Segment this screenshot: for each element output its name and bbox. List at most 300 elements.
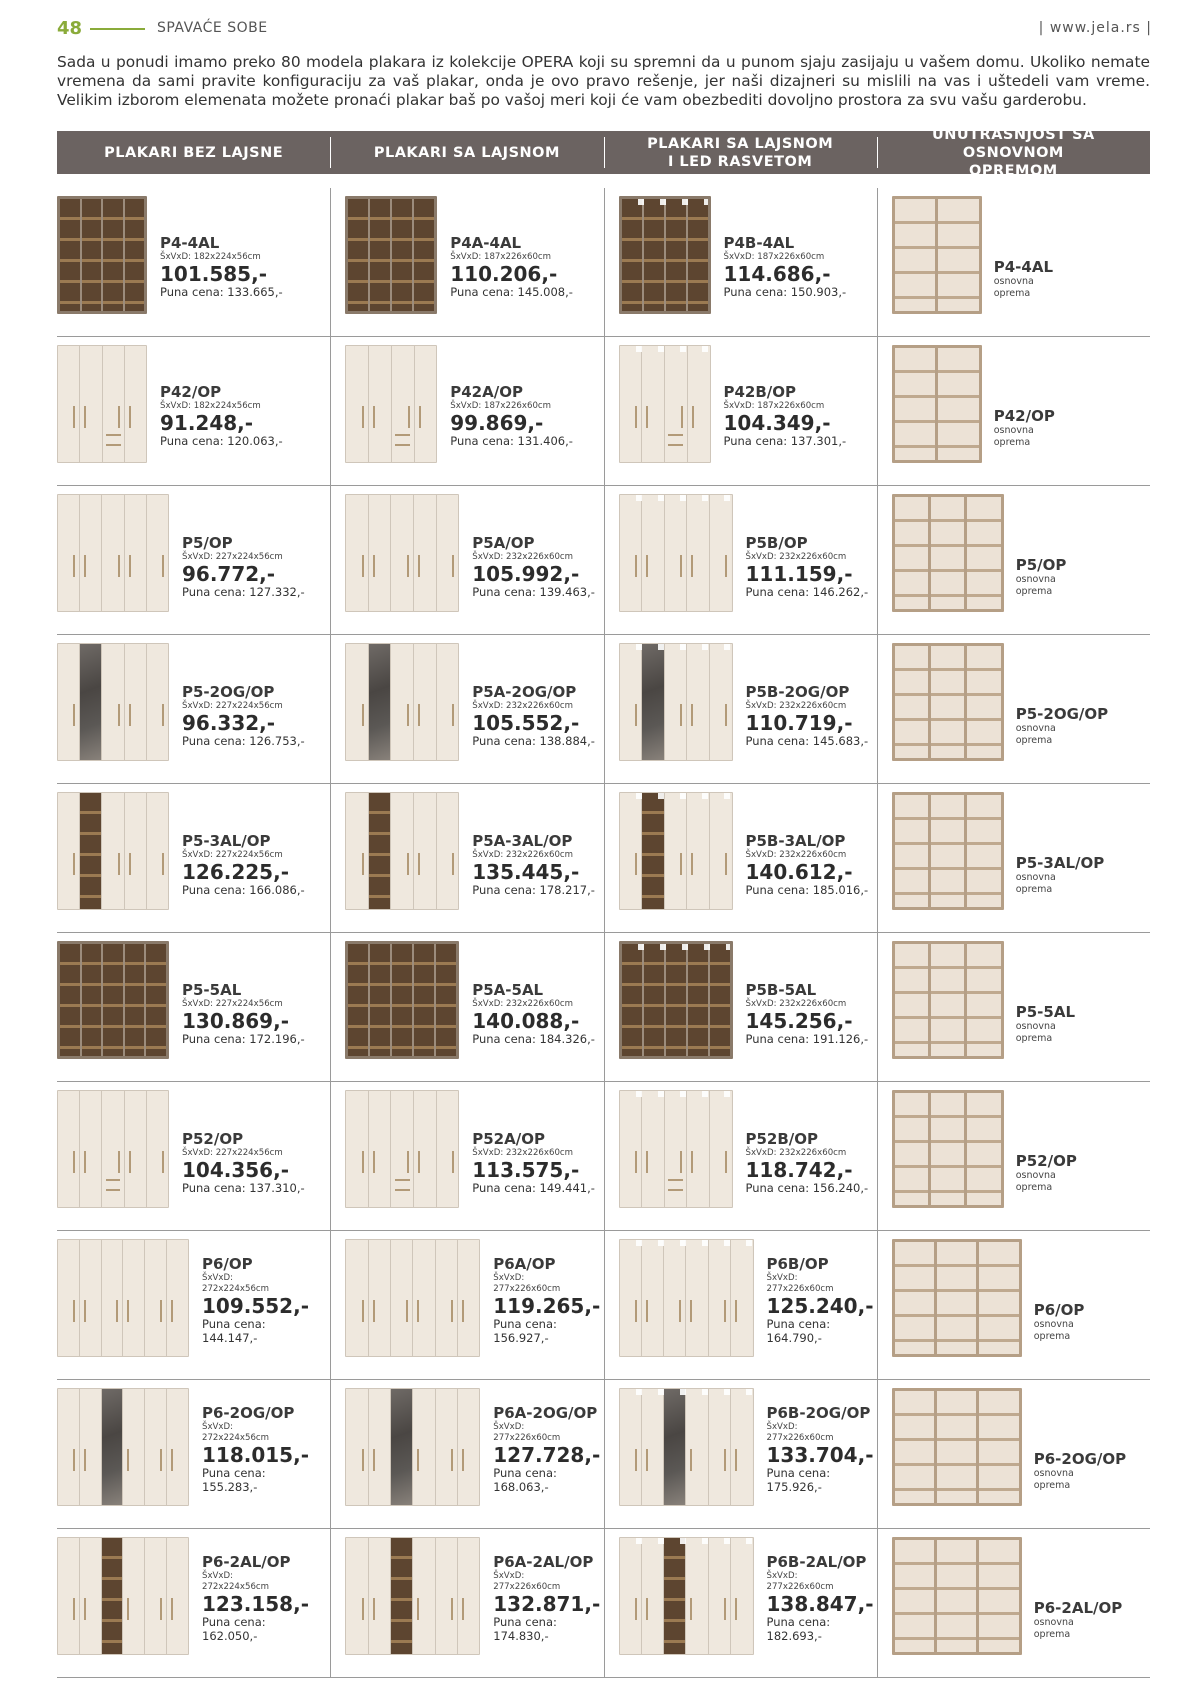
product-cell[interactable] xyxy=(604,1231,877,1379)
wardrobe-image[interactable] xyxy=(619,1388,754,1506)
product-price: 130.869,- xyxy=(182,1009,289,1033)
product-info xyxy=(450,383,573,448)
full-price: Puna cena: 145.683,- xyxy=(745,734,869,748)
product-cell[interactable] xyxy=(330,337,603,485)
product-dimensions-label: ŠxVxD: xyxy=(766,1273,798,1283)
product-dimensions: 277x226x60cm xyxy=(766,1582,834,1592)
full-price-label: Puna cena: xyxy=(493,1615,557,1629)
product-price: 114.686,- xyxy=(723,262,831,286)
product-dimensions: 277x226x60cm xyxy=(766,1433,834,1443)
product-code: P52A/OP xyxy=(472,1130,545,1148)
interior-label: osnovna xyxy=(1033,1319,1074,1330)
product-price: 133.704,- xyxy=(766,1443,874,1467)
page-number: 48 xyxy=(57,18,83,39)
product-info xyxy=(767,1553,874,1643)
product-cell[interactable] xyxy=(57,933,330,1081)
product-price: 127.728,- xyxy=(493,1443,601,1467)
product-price: 110.206,- xyxy=(450,262,558,286)
wardrobe-image[interactable] xyxy=(345,345,437,463)
full-price-label: Puna cena: xyxy=(202,1317,266,1331)
wardrobe-image[interactable] xyxy=(345,1090,459,1208)
product-info xyxy=(724,383,847,448)
interior-cell[interactable] xyxy=(877,486,1150,634)
product-code: P5A-2OG/OP xyxy=(472,683,577,701)
product-code: P5B-5AL xyxy=(745,981,817,999)
product-info xyxy=(182,832,305,897)
interior-label: oprema xyxy=(1015,1033,1053,1044)
product-info xyxy=(746,981,869,1046)
column-header-with-trim: PLAKARI SA LAJSNOM xyxy=(330,131,603,174)
product-cell[interactable] xyxy=(57,188,330,336)
product-code: P4-4AL xyxy=(160,234,220,252)
product-cell[interactable] xyxy=(330,486,603,634)
product-cell[interactable] xyxy=(604,784,877,932)
full-price-label: Puna cena: xyxy=(493,1317,557,1331)
full-price: 164.790,- xyxy=(766,1331,822,1345)
full-price: Puna cena: 146.262,- xyxy=(745,585,869,599)
interior-label: osnovna xyxy=(1033,1617,1074,1628)
wardrobe-image[interactable] xyxy=(57,494,169,612)
product-dimensions: ŠxVxD: 182x224x56cm xyxy=(160,252,261,262)
full-price: Puna cena: 139.463,- xyxy=(472,585,595,599)
interior-image[interactable] xyxy=(892,345,982,463)
product-code: P5-3AL/OP xyxy=(182,832,271,850)
interior-info xyxy=(1016,1003,1075,1045)
full-price: Puna cena: 156.240,- xyxy=(745,1181,869,1195)
wardrobe-image[interactable] xyxy=(619,792,733,910)
product-code: P6A/OP xyxy=(493,1255,556,1273)
product-price: 138.847,- xyxy=(766,1592,874,1616)
full-price-label: Puna cena: xyxy=(493,1466,557,1480)
full-price: Puna cena: 166.086,- xyxy=(182,883,305,897)
product-row xyxy=(57,1529,1150,1678)
product-price: 145.256,- xyxy=(745,1009,853,1033)
product-dimensions: ŠxVxD: 182x224x56cm xyxy=(160,401,261,411)
product-dimensions-label: ŠxVxD: xyxy=(766,1571,798,1581)
section-title: SPAVAĆE SOBE xyxy=(157,20,268,36)
product-cell[interactable] xyxy=(330,188,603,336)
wardrobe-image[interactable] xyxy=(57,1388,189,1506)
interior-code: P5-5AL xyxy=(1015,1003,1076,1021)
product-info xyxy=(202,1404,309,1494)
product-info xyxy=(450,234,573,299)
interior-label: osnovna xyxy=(1015,872,1056,883)
product-price: 91.248,- xyxy=(160,411,254,435)
full-price: 174.830,- xyxy=(493,1629,549,1643)
product-cell[interactable] xyxy=(604,1529,877,1677)
product-price: 118.015,- xyxy=(202,1443,309,1467)
interior-label: oprema xyxy=(993,288,1031,299)
product-dimensions: ŠxVxD: 232x226x60cm xyxy=(472,850,574,860)
product-dimensions: 277x226x60cm xyxy=(493,1582,561,1592)
interior-info xyxy=(1034,1599,1122,1641)
product-dimensions-label: ŠxVxD: xyxy=(766,1422,798,1432)
full-price: 168.063,- xyxy=(493,1480,549,1494)
full-price: Puna cena: 137.301,- xyxy=(723,434,847,448)
product-info xyxy=(493,1404,600,1494)
full-price: 182.693,- xyxy=(766,1629,822,1643)
interior-code: P6-2AL/OP xyxy=(1033,1599,1123,1617)
interior-code: P6-2OG/OP xyxy=(1033,1450,1127,1468)
interior-image[interactable] xyxy=(892,1239,1022,1357)
product-row xyxy=(57,486,1150,635)
interior-image[interactable] xyxy=(892,1090,1004,1208)
product-info xyxy=(182,683,305,748)
wardrobe-image[interactable] xyxy=(619,345,711,463)
interior-info xyxy=(1016,854,1104,896)
wardrobe-image[interactable] xyxy=(345,196,437,314)
product-code: P6B/OP xyxy=(766,1255,829,1273)
product-cell[interactable] xyxy=(604,188,877,336)
full-price: 162.050,- xyxy=(202,1629,258,1643)
product-code: P4B-4AL xyxy=(723,234,795,252)
product-row xyxy=(57,1380,1150,1529)
product-price: 132.871,- xyxy=(493,1592,601,1616)
page-header xyxy=(0,0,1200,50)
full-price: Puna cena: 184.326,- xyxy=(472,1032,595,1046)
product-dimensions: ŠxVxD: 232x226x60cm xyxy=(745,1148,847,1158)
interior-label: osnovna xyxy=(1015,1170,1056,1181)
column-header-no-trim: PLAKARI BEZ LAJSNE xyxy=(104,144,284,161)
wardrobe-image[interactable] xyxy=(57,196,147,314)
product-price: 96.332,- xyxy=(182,711,276,735)
wardrobe-image[interactable] xyxy=(345,941,459,1059)
full-price: Puna cena: 131.406,- xyxy=(450,434,573,448)
interior-info xyxy=(1016,556,1067,598)
intro-paragraph: Sada u ponudi imamo preko 80 modela plakara iz kolekcije OPERA koji su spremni da u punom sjaju zasijaju u vašem domu. Ukoliko nemate vremena da sami pravite konfiguraciju za vaš plakar, onda je ovo pravo rešenje, jer naši dizajneri su mislili na vas i uštedeli vam vreme. Velikim izborom elemenata možete pronaći plakar baš po vašoj meri koji će vam obezbediti dovoljno prostora za svu vašu garderobu. xyxy=(57,53,1150,109)
product-dimensions-label: ŠxVxD: xyxy=(493,1422,525,1432)
full-price: Puna cena: 185.016,- xyxy=(745,883,869,897)
wardrobe-image[interactable] xyxy=(345,1537,480,1655)
header-divider xyxy=(90,28,145,30)
product-dimensions: ŠxVxD: 232x226x60cm xyxy=(745,999,847,1009)
product-cell[interactable] xyxy=(604,1380,877,1528)
product-dimensions: ŠxVxD: 227x224x56cm xyxy=(182,850,283,860)
full-price: 175.926,- xyxy=(766,1480,822,1494)
product-price: 113.575,- xyxy=(472,1158,580,1182)
interior-label: osnovna xyxy=(1015,1021,1056,1032)
product-price: 105.992,- xyxy=(472,562,580,586)
interior-cell[interactable] xyxy=(877,1380,1150,1528)
interior-image[interactable] xyxy=(892,643,1004,761)
column-header-bar xyxy=(57,126,1150,179)
product-cell[interactable] xyxy=(604,1082,877,1230)
product-info xyxy=(493,1553,600,1643)
product-row xyxy=(57,1231,1150,1380)
wardrobe-image[interactable] xyxy=(57,1239,189,1357)
product-info xyxy=(472,1130,595,1195)
full-price: Puna cena: 127.332,- xyxy=(182,585,305,599)
product-dimensions-label: ŠxVxD: xyxy=(493,1571,525,1581)
full-price-label: Puna cena: xyxy=(766,1317,831,1331)
product-code: P42A/OP xyxy=(450,383,523,401)
product-dimensions: ŠxVxD: 232x226x60cm xyxy=(472,552,574,562)
wardrobe-image[interactable] xyxy=(57,345,147,463)
product-dimensions: ŠxVxD: 187x226x60cm xyxy=(450,401,552,411)
product-dimensions: ŠxVxD: 227x224x56cm xyxy=(182,701,283,711)
product-price: 119.265,- xyxy=(493,1294,601,1318)
product-dimensions: ŠxVxD: 187x226x60cm xyxy=(450,252,552,262)
product-price: 126.225,- xyxy=(182,860,289,884)
product-row xyxy=(57,337,1150,486)
product-dimensions-label: ŠxVxD: xyxy=(202,1422,234,1432)
product-code: P42B/OP xyxy=(723,383,797,401)
full-price: Puna cena: 191.126,- xyxy=(745,1032,869,1046)
full-price: Puna cena: 133.665,- xyxy=(160,285,283,299)
product-info xyxy=(472,832,595,897)
product-cell[interactable] xyxy=(57,784,330,932)
product-code: P6/OP xyxy=(202,1255,253,1273)
interior-info xyxy=(1034,1301,1085,1343)
product-cell[interactable] xyxy=(330,1231,603,1379)
product-price: 135.445,- xyxy=(472,860,580,884)
full-price: Puna cena: 120.063,- xyxy=(160,434,283,448)
product-cell[interactable] xyxy=(330,1082,603,1230)
product-cell[interactable] xyxy=(57,1529,330,1677)
wardrobe-image[interactable] xyxy=(57,1090,169,1208)
product-row xyxy=(57,784,1150,933)
product-cell[interactable] xyxy=(57,486,330,634)
full-price: Puna cena: 137.310,- xyxy=(182,1181,305,1195)
full-price: Puna cena: 138.884,- xyxy=(472,734,595,748)
full-price-label: Puna cena: xyxy=(766,1615,831,1629)
product-price: 101.585,- xyxy=(160,262,267,286)
interior-label: oprema xyxy=(1015,884,1053,895)
interior-image[interactable] xyxy=(892,1537,1022,1655)
interior-label: oprema xyxy=(993,437,1031,448)
interior-info xyxy=(1016,1152,1077,1194)
product-price: 109.552,- xyxy=(202,1294,309,1318)
interior-code: P5-3AL/OP xyxy=(1015,854,1105,872)
product-dimensions: 272x224x56cm xyxy=(202,1582,270,1592)
product-cell[interactable] xyxy=(57,1231,330,1379)
product-code: P5-2OG/OP xyxy=(182,683,275,701)
full-price: Puna cena: 126.753,- xyxy=(182,734,305,748)
interior-cell[interactable] xyxy=(877,635,1150,783)
product-dimensions: ŠxVxD: 187x226x60cm xyxy=(723,401,825,411)
interior-code: P42/OP xyxy=(993,407,1055,425)
interior-label: oprema xyxy=(1015,1182,1053,1193)
product-dimensions-label: ŠxVxD: xyxy=(202,1571,234,1581)
product-code: P5/OP xyxy=(182,534,233,552)
product-cell[interactable] xyxy=(57,1082,330,1230)
product-code: P5B-2OG/OP xyxy=(745,683,850,701)
interior-cell[interactable] xyxy=(877,1529,1150,1677)
product-info xyxy=(472,981,595,1046)
interior-label: oprema xyxy=(1033,1331,1071,1342)
product-dimensions: ŠxVxD: 227x224x56cm xyxy=(182,999,283,1009)
product-dimensions: ŠxVxD: 187x226x60cm xyxy=(723,252,825,262)
product-info xyxy=(160,383,283,448)
product-dimensions: ŠxVxD: 232x226x60cm xyxy=(745,701,847,711)
interior-info xyxy=(994,407,1055,449)
wardrobe-image[interactable] xyxy=(619,196,711,314)
product-info xyxy=(724,234,847,299)
product-info xyxy=(746,534,869,599)
product-row xyxy=(57,933,1150,1082)
product-row xyxy=(57,188,1150,337)
wardrobe-image[interactable] xyxy=(619,643,733,761)
product-info xyxy=(202,1255,309,1345)
column-header-with-trim-led: PLAKARI SA LAJSNOM I LED RASVETOM xyxy=(604,131,877,174)
product-code: P52/OP xyxy=(182,1130,244,1148)
product-cell[interactable] xyxy=(604,486,877,634)
interior-label: osnovna xyxy=(1033,1468,1074,1479)
interior-code: P5/OP xyxy=(1015,556,1067,574)
interior-label: oprema xyxy=(1033,1480,1071,1491)
product-price: 118.742,- xyxy=(745,1158,853,1182)
interior-cell[interactable] xyxy=(877,1082,1150,1230)
full-price: Puna cena: 149.441,- xyxy=(472,1181,595,1195)
full-price: Puna cena: 145.008,- xyxy=(450,285,573,299)
product-price: 123.158,- xyxy=(202,1592,309,1616)
website-link[interactable]: | www.jela.rs | xyxy=(1038,20,1152,36)
product-row xyxy=(57,635,1150,784)
product-price: 99.869,- xyxy=(450,411,544,435)
product-dimensions: 272x224x56cm xyxy=(202,1433,270,1443)
product-code: P52B/OP xyxy=(745,1130,819,1148)
product-cell[interactable] xyxy=(604,933,877,1081)
interior-info xyxy=(1034,1450,1126,1492)
product-cell[interactable] xyxy=(330,635,603,783)
wardrobe-image[interactable] xyxy=(57,792,169,910)
product-cell[interactable] xyxy=(57,337,330,485)
product-dimensions: ŠxVxD: 227x224x56cm xyxy=(182,552,283,562)
product-code: P6-2OG/OP xyxy=(202,1404,295,1422)
product-price: 140.612,- xyxy=(745,860,853,884)
product-cell[interactable] xyxy=(330,784,603,932)
interior-cell[interactable] xyxy=(877,933,1150,1081)
wardrobe-image[interactable] xyxy=(57,1537,189,1655)
full-price: 155.283,- xyxy=(202,1480,258,1494)
product-info xyxy=(767,1404,874,1494)
wardrobe-image[interactable] xyxy=(57,941,169,1059)
product-info xyxy=(202,1553,309,1643)
interior-image[interactable] xyxy=(892,941,1004,1059)
product-cell[interactable] xyxy=(330,1380,603,1528)
wardrobe-image[interactable] xyxy=(619,1537,754,1655)
interior-cell[interactable] xyxy=(877,1231,1150,1379)
product-info xyxy=(746,683,869,748)
interior-code: P5-2OG/OP xyxy=(1015,705,1109,723)
product-row xyxy=(57,1082,1150,1231)
product-cell[interactable] xyxy=(330,1529,603,1677)
product-dimensions: 277x226x60cm xyxy=(493,1284,561,1294)
product-price: 104.349,- xyxy=(723,411,831,435)
product-info xyxy=(182,1130,305,1195)
full-price-label: Puna cena: xyxy=(202,1615,266,1629)
wardrobe-image[interactable] xyxy=(345,1388,480,1506)
product-code: P5A/OP xyxy=(472,534,535,552)
full-price: Puna cena: 150.903,- xyxy=(723,285,847,299)
product-cell[interactable] xyxy=(57,1380,330,1528)
interior-code: P52/OP xyxy=(1015,1152,1077,1170)
product-code: P5A-3AL/OP xyxy=(472,832,573,850)
interior-label: osnovna xyxy=(993,276,1034,287)
product-dimensions: ŠxVxD: 227x224x56cm xyxy=(182,1148,283,1158)
interior-label: oprema xyxy=(1015,586,1053,597)
product-dimensions-label: ŠxVxD: xyxy=(202,1273,234,1283)
interior-image[interactable] xyxy=(892,1388,1022,1506)
product-dimensions: 272x224x56cm xyxy=(202,1284,270,1294)
interior-image[interactable] xyxy=(892,792,1004,910)
product-price: 96.772,- xyxy=(182,562,276,586)
wardrobe-image[interactable] xyxy=(345,643,459,761)
interior-image[interactable] xyxy=(892,494,1004,612)
product-info xyxy=(182,534,305,599)
interior-info xyxy=(1016,705,1108,747)
full-price: Puna cena: 172.196,- xyxy=(182,1032,305,1046)
wardrobe-image[interactable] xyxy=(57,643,169,761)
interior-label: oprema xyxy=(1015,735,1053,746)
product-code: P42/OP xyxy=(160,383,222,401)
product-code: P6A-2OG/OP xyxy=(493,1404,598,1422)
interior-cell[interactable] xyxy=(877,784,1150,932)
interior-label: oprema xyxy=(1033,1629,1071,1640)
product-price: 110.719,- xyxy=(745,711,853,735)
product-code: P6-2AL/OP xyxy=(202,1553,291,1571)
product-cell[interactable] xyxy=(330,933,603,1081)
interior-label: osnovna xyxy=(1015,574,1056,585)
wardrobe-image[interactable] xyxy=(619,1090,733,1208)
wardrobe-image[interactable] xyxy=(345,494,459,612)
full-price: Puna cena: 178.217,- xyxy=(472,883,595,897)
product-info xyxy=(746,1130,869,1195)
product-cell[interactable] xyxy=(57,635,330,783)
full-price-label: Puna cena: xyxy=(202,1466,266,1480)
interior-info xyxy=(994,258,1053,300)
product-info xyxy=(182,981,305,1046)
product-dimensions: 277x226x60cm xyxy=(493,1433,561,1443)
interior-cell[interactable] xyxy=(877,188,1150,336)
product-dimensions: ŠxVxD: 232x226x60cm xyxy=(472,701,574,711)
interior-cell[interactable] xyxy=(877,337,1150,485)
product-grid xyxy=(57,188,1150,1678)
product-price: 104.356,- xyxy=(182,1158,289,1182)
product-price: 111.159,- xyxy=(745,562,853,586)
product-dimensions: ŠxVxD: 232x226x60cm xyxy=(472,999,574,1009)
wardrobe-image[interactable] xyxy=(619,941,733,1059)
column-header-interior: UNUTRAŠNJOST SA OSNOVNOM OPREMOM xyxy=(877,131,1150,174)
full-price: 156.927,- xyxy=(493,1331,549,1345)
product-code: P6A-2AL/OP xyxy=(493,1553,594,1571)
product-dimensions: 277x226x60cm xyxy=(766,1284,834,1294)
wardrobe-image[interactable] xyxy=(619,1239,754,1357)
full-price-label: Puna cena: xyxy=(766,1466,831,1480)
product-dimensions: ŠxVxD: 232x226x60cm xyxy=(472,1148,574,1158)
full-price: 144.147,- xyxy=(202,1331,258,1345)
product-cell[interactable] xyxy=(604,635,877,783)
product-code: P5A-5AL xyxy=(472,981,544,999)
wardrobe-image[interactable] xyxy=(345,1239,480,1357)
product-cell[interactable] xyxy=(604,337,877,485)
wardrobe-image[interactable] xyxy=(619,494,733,612)
interior-image[interactable] xyxy=(892,196,982,314)
wardrobe-image[interactable] xyxy=(345,792,459,910)
product-price: 125.240,- xyxy=(766,1294,874,1318)
product-code: P4A-4AL xyxy=(450,234,522,252)
product-info xyxy=(767,1255,874,1345)
interior-label: osnovna xyxy=(993,425,1034,436)
product-code: P5B-3AL/OP xyxy=(745,832,846,850)
product-info xyxy=(472,683,595,748)
product-code: P5B/OP xyxy=(745,534,808,552)
product-price: 105.552,- xyxy=(472,711,580,735)
interior-code: P6/OP xyxy=(1033,1301,1085,1319)
product-info xyxy=(472,534,595,599)
product-code: P6B-2AL/OP xyxy=(766,1553,867,1571)
product-info xyxy=(746,832,869,897)
